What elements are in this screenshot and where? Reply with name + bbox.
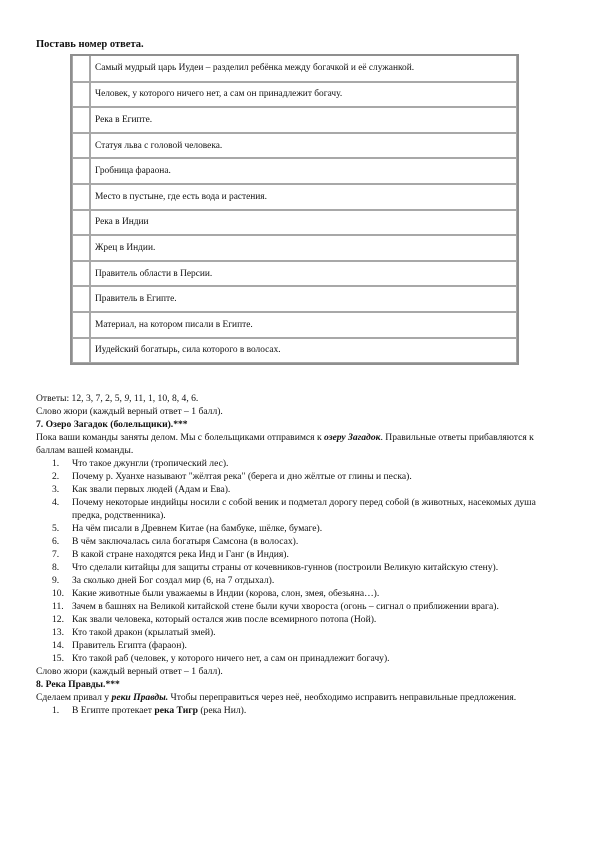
lake-of-riddles: озеру Загадок <box>324 432 381 443</box>
list-item <box>36 574 560 587</box>
list-number: 8. <box>52 562 60 573</box>
table-row <box>72 286 517 312</box>
list-item <box>36 470 560 483</box>
answer-number-cell[interactable] <box>72 56 90 82</box>
answer-number-cell[interactable] <box>72 133 90 159</box>
table-row <box>72 56 517 82</box>
answer-number-cell[interactable] <box>72 184 90 210</box>
list-number: 11. <box>52 601 64 612</box>
list-item <box>36 626 560 639</box>
list-number: 4. <box>52 497 60 508</box>
table-row <box>72 133 517 159</box>
riddle-list <box>36 457 560 665</box>
table-row <box>72 338 517 364</box>
list-text: Почему р. Хуанхе называют "жёлтая река" (берега и дно жёлтые от глины и песка). <box>72 471 412 482</box>
table-row <box>72 235 517 261</box>
table-row <box>72 107 517 133</box>
question-cell: Правитель в Египте. <box>90 286 517 312</box>
list-number: 15. <box>52 653 64 664</box>
list-number: 3. <box>52 484 60 495</box>
list-item: 1. В Египте протекает река Тигр (река Нил). <box>52 705 247 716</box>
list-text: Как звали первых людей (Адам и Ева). <box>72 484 231 495</box>
question-cell: Статуя льва с головой человека. <box>90 133 517 159</box>
list-text: Зачем в башнях на Великой китайской стене были кучи хвороста (огонь – сигнал о приближении врага). <box>72 601 499 612</box>
answers-line: Ответы: 12, 3, 7, 2, 5, 9, 11, 1, 10, 8, 4, 6. <box>36 393 199 404</box>
answer-number-cell[interactable] <box>72 338 90 364</box>
list-item <box>36 496 560 522</box>
list-item <box>36 548 560 561</box>
list-text: Что такое джунгли (тропический лес). <box>72 458 229 469</box>
answer-number-cell[interactable] <box>72 107 90 133</box>
list-number: 14. <box>52 640 64 651</box>
answer-table <box>70 54 519 365</box>
list-text: В какой стране находятся река Инд и Ганг (в Индия). <box>72 549 289 560</box>
list-item <box>36 535 560 548</box>
question-cell: Жрец в Индии. <box>90 235 517 261</box>
question-cell: Гробница фараона. <box>90 158 517 184</box>
answer-number-cell[interactable] <box>72 235 90 261</box>
table-row <box>72 184 517 210</box>
answer-number-cell[interactable] <box>72 261 90 287</box>
question-cell: Материал, на котором писали в Египте. <box>90 312 517 338</box>
list-number: 5. <box>52 523 60 534</box>
list-text: Кто такой раб (человек, у которого ничего нет, а сам он принадлежит богачу). <box>72 653 390 664</box>
list-number: 9. <box>52 575 60 586</box>
document-body <box>36 392 560 717</box>
section7-intro: Пока ваши команды заняты делом. Мы с болельщиками отправимся к озеру Загадок. Правильные ответы прибавляются к баллам вашей команды. <box>36 432 534 456</box>
table-row <box>72 210 517 236</box>
question-cell: Река в Египте. <box>90 107 517 133</box>
list-number: 12. <box>52 614 64 625</box>
list-text: Что сделали китайцы для защиты страны от кочевников-гуннов (построили Великую китайскую стену). <box>72 562 499 573</box>
table-row <box>72 312 517 338</box>
question-cell: Место в пустыне, где есть вода и растения. <box>90 184 517 210</box>
question-cell: Правитель области в Персии. <box>90 261 517 287</box>
list-text: Как звали человека, который остался жив после всемирного потопа (Ной). <box>72 614 377 625</box>
answer-italic: 9 <box>124 393 130 404</box>
answer-number-cell[interactable] <box>72 286 90 312</box>
list-item <box>36 639 560 652</box>
list-item <box>36 457 560 470</box>
section7-title: 7. Озеро Загадок (болельщики).*** <box>36 419 188 430</box>
question-cell: Река в Индии <box>90 210 517 236</box>
list-text: За сколько дней Бог создал мир (6, на 7 отдыхал). <box>72 575 275 586</box>
list-text: Правитель Египта (фараон). <box>72 640 187 651</box>
list-item <box>36 652 560 665</box>
answer-number-cell[interactable] <box>72 82 90 108</box>
wrong-river: река Тигр <box>154 705 198 716</box>
list-text: Почему некоторые индийцы носили с собой веник и подметал дорогу перед собой (в животных, насекомых душа предка, родственника). <box>72 497 536 521</box>
list-number: 10. <box>52 588 64 599</box>
correction-list <box>36 704 560 717</box>
answer-number-cell[interactable] <box>72 158 90 184</box>
instruction-heading: Поставь номер ответа. <box>36 39 144 50</box>
table-row <box>72 82 517 108</box>
river-of-truth: реки Правды. <box>111 692 169 703</box>
list-text: На чём писали в Древнем Китае (на бамбуке, шёлке, бумаге). <box>72 523 323 534</box>
list-number: 2. <box>52 471 60 482</box>
table-row <box>72 261 517 287</box>
answer-number-cell[interactable] <box>72 312 90 338</box>
list-text: В чём заключалась сила богатыря Самсона (в волосах). <box>72 536 299 547</box>
list-text: Кто такой дракон (крылатый змей). <box>72 627 216 638</box>
jury-note-1: Слово жюри (каждый верный ответ – 1 балл). <box>36 406 223 417</box>
question-cell: Человек, у которого ничего нет, а сам он принадлежит богачу. <box>90 82 517 108</box>
list-text: Какие животные были уважаемы в Индии (корова, слон, змея, обезьяна…). <box>72 588 380 599</box>
list-item <box>36 522 560 535</box>
jury-note-2: Слово жюри (каждый верный ответ – 1 балл). <box>36 666 223 677</box>
question-cell: Самый мудрый царь Иудеи – разделил ребёнка между богачкой и её служанкой. <box>90 56 517 82</box>
list-item <box>36 483 560 496</box>
list-number: 13. <box>52 627 64 638</box>
list-number: 7. <box>52 549 60 560</box>
question-cell: Иудейский богатырь, сила которого в волосах. <box>90 338 517 364</box>
list-item <box>36 587 560 600</box>
list-number: 6. <box>52 536 60 547</box>
table-row <box>72 158 517 184</box>
section8-title: 8. Река Правды.*** <box>36 679 120 690</box>
list-number: 1. <box>52 458 60 469</box>
section8-intro: Сделаем привал у реки Правды. Чтобы переправиться через неё, необходимо исправить неправильные предложения. <box>36 692 517 703</box>
list-item <box>36 613 560 626</box>
answer-number-cell[interactable] <box>72 210 90 236</box>
list-item <box>36 561 560 574</box>
list-item <box>36 600 560 613</box>
